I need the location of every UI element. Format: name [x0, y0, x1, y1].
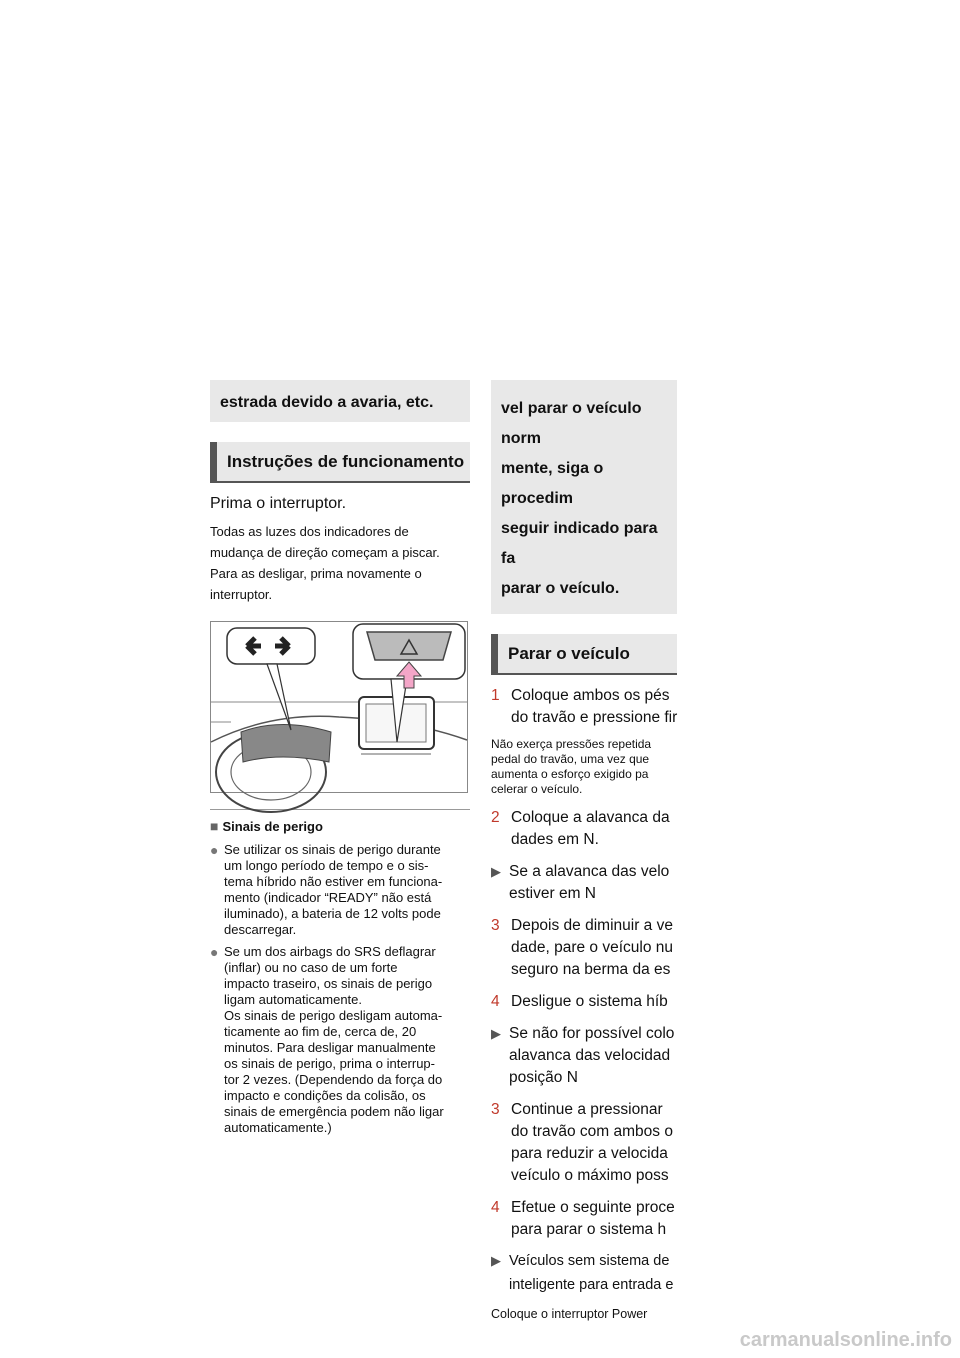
step-number: 3 — [491, 1101, 500, 1118]
detail-line: Para as desligar, prima novamente o — [210, 566, 422, 581]
step-number: 2 — [491, 809, 500, 826]
list-item: ● Se utilizar os sinais de perigo durante um longo período de tempo e o sis- tema híbrido não estiver em funciona- mento (indicador “READY” não está iluminado), a bateria de 12 volts pode descarregar. — [210, 842, 443, 937]
condition-item: ▶ Veículos sem sistema de inteligente para entrada e — [491, 1249, 677, 1297]
circle-bullet-icon: ● — [210, 842, 219, 858]
step-item: 4 Desligue o sistema híb — [491, 991, 677, 1013]
step-item: 1 Coloque ambos os pés do travão e pressione fir — [491, 687, 678, 726]
step-number: 1 — [491, 687, 500, 704]
triangle-bullet-icon: ▶ — [491, 1026, 501, 1041]
triangle-bullet-icon: ▶ — [491, 864, 501, 879]
triangle-bullet-icon: ▶ — [491, 1253, 501, 1268]
step-item: 3 Continue a pressionar do travão com ambos o para reduzir a velocida veículo o máximo poss — [491, 1101, 673, 1184]
intro-detail — [210, 521, 470, 605]
detail-line: mudança de direção começam a piscar. — [210, 545, 440, 560]
warning-callout-continued: vel parar o veículo norm mente, siga o procedim seguir indicado para fa parar o veículo. — [491, 380, 677, 614]
step-number: 4 — [491, 1199, 500, 1216]
section-title-stop-vehicle: Parar o veículo — [491, 634, 677, 675]
left-column — [210, 380, 470, 1142]
condition-item: ▶ Se não for possível colo alavanca das velocidad posição N — [491, 1025, 675, 1086]
step-number: 3 — [491, 917, 500, 934]
final-instruction: Coloque o interruptor Power — [491, 1307, 648, 1321]
dashboard-illustration — [210, 621, 468, 793]
dashboard-drawing — [211, 622, 467, 792]
step-number: 4 — [491, 993, 500, 1010]
square-bullet-icon: ■ — [210, 818, 219, 834]
detail-line: interruptor. — [210, 587, 273, 602]
step-item: 2 Coloque a alavanca da dades em N. — [491, 809, 670, 848]
subheading-hazard-signals: ■ Sinais de perigo — [210, 818, 323, 834]
list-item: ● Se um dos airbags do SRS deflagrar (inflar) ou no caso de um forte impacto traseiro, os sinais de perigo ligam automaticamente. Os sinais de perigo desligam automa- ticamente ao fim de, cerca de, 20 minutos. Para desligar manualmente os sinais de perigo, prima o interrup- tor 2 vezes. (Dependendo da força do impacto e condições da colisão, os sinais de emergência podem não ligar automaticamente.) — [210, 944, 444, 1135]
section-title-instructions: Instruções de funcionamento — [210, 442, 470, 483]
condition-item: ▶ Se a alavanca das velo estiver em N — [491, 863, 670, 902]
detail-line: Todas as luzes dos indicadores de — [210, 524, 409, 539]
step-note: Não exerça pressões repetida pedal do travão, uma vez que aumenta o esforço exigido pa celerar o veículo. — [491, 737, 652, 796]
hazard-button-icon — [367, 632, 451, 660]
turn-signal-callout — [227, 628, 315, 664]
watermark: carmanualsonline.info — [739, 1329, 952, 1351]
step-item: 3 Depois de diminuir a ve dade, pare o veículo nu seguro na berma da es — [491, 917, 674, 978]
meter-cluster-icon — [241, 725, 331, 763]
circle-bullet-icon: ● — [210, 944, 219, 960]
intro-text: Prima o interruptor. — [210, 495, 347, 512]
right-column — [491, 380, 678, 1321]
step-item: 4 Efetue o seguinte proce para parar o sistema h — [491, 1199, 675, 1238]
warning-callout-end: estrada devido a avaria, etc. — [210, 380, 470, 422]
